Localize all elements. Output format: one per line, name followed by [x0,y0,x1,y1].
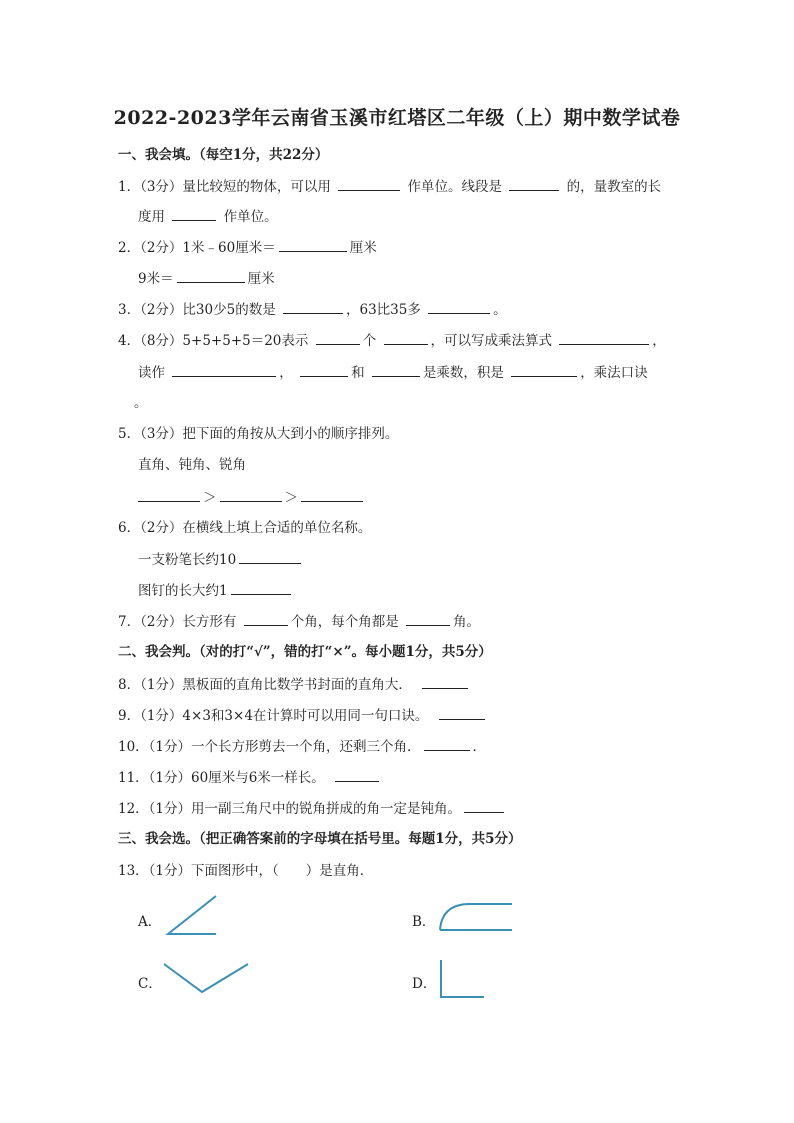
question-7 [118,611,480,632]
question-2-line-1 [118,237,377,258]
q3-blank-1[interactable] [283,299,343,314]
question-4-line-3 [134,393,148,413]
question-5-answer-line [138,487,366,508]
q5-gt-1: ＞ [203,490,217,506]
q4-blank-6[interactable] [372,362,420,377]
q2-text-c: 9米＝ [138,271,174,287]
question-6-item-1 [138,549,304,570]
q10-blank[interactable] [424,736,470,751]
q1-text-c: 的，量教室的长 [566,179,662,195]
q6-text-c: 图钉的长大约1 [138,583,228,599]
q2-blank-2[interactable] [177,268,245,283]
question-11 [118,767,382,788]
q7-text-c: 角。 [453,614,481,630]
question-1-line-1 [118,176,661,197]
q1-text-e: 作单位。 [223,209,278,225]
q11-text: 11．（1分）60厘米与6米一样长。 [118,770,325,786]
section-2-heading: 二、我会判。（对的打“√”，错的打“×”。每小题1分，共5分） [118,644,492,660]
q11-blank[interactable] [335,767,379,782]
q2-blank-1[interactable] [279,237,347,252]
q4-text-d: ， [652,333,666,349]
q8-text: 8．（1分）黑板面的直角比数学书封面的直角大． [118,677,412,693]
q4-blank-5[interactable] [300,362,348,377]
q4-text-a: 4．（8分）5+5+5+5＝20表示 [118,333,309,349]
q4-blank-1[interactable] [316,330,360,345]
q5-blank-2[interactable] [220,487,282,502]
q6-blank-2[interactable] [231,580,291,595]
q7-text-a: 7．（2分）长方形有 [118,614,237,630]
question-10 [118,736,486,757]
question-13-stem: 13．（1分）下面图形中，（ ）是直角． [118,863,374,879]
q5-blank-1[interactable] [138,487,200,502]
q1-blank-1[interactable] [338,176,400,191]
q7-blank-2[interactable] [406,611,450,626]
q4-blank-7[interactable] [511,362,577,377]
q7-blank-1[interactable] [244,611,288,626]
q13-option-b-label[interactable]: B． [412,914,436,930]
question-6-item-2 [138,580,294,601]
q5-blank-3[interactable] [301,487,363,502]
q6-blank-1[interactable] [239,549,301,564]
q1-text-d: 度用 [138,209,165,225]
q4-text-e: 读作 [138,365,165,381]
q13-option-b-figure[interactable] [438,900,514,934]
q4-text-h: 是乘数，积是 [422,365,504,381]
q4-text-i: ，乘法口诀 [580,365,648,381]
question-8 [118,674,471,695]
question-6-stem: 6．（2分）在横线上填上合适的单位名称。 [118,520,372,536]
q1-text-a: 1．（3分）量比较短的物体，可以用 [118,179,331,195]
q13-option-d-figure[interactable] [438,958,486,1000]
question-5-stem: 5．（3分）把下面的角按从大到小的顺序排列。 [118,426,399,442]
section-1-heading: 一、我会填。（每空1分，共22分） [118,147,329,163]
q4-text-c: ，可以写成乘法算式 [430,333,552,349]
q1-text-b: 作单位。线段是 [407,179,503,195]
q2-text-b: 厘米 [349,240,377,256]
q2-text-d: 厘米 [247,271,275,287]
q13-option-c-figure[interactable] [162,960,250,996]
q3-text-b: ，63比35多 [346,302,421,318]
q4-text-f: ， [279,365,293,381]
q1-blank-3[interactable] [172,206,216,221]
q9-text: 9．（1分）4×3和3×4在计算时可以用同一句口诀。 [118,708,429,724]
q9-blank[interactable] [439,705,485,720]
section-3-heading: 三、我会选。（把正确答案前的字母填在括号里。每题1分，共5分） [118,831,522,847]
q8-blank[interactable] [422,674,468,689]
q13-option-d-label[interactable]: D． [412,976,437,992]
question-9 [118,705,488,726]
q12-blank[interactable] [464,798,504,813]
q4-blank-3[interactable] [559,330,649,345]
q4-text-b: 个 [362,333,377,349]
q4-text-j: 。 [134,395,148,411]
q3-text-c: 。 [493,302,507,318]
q13-option-a-label[interactable]: A． [138,914,162,930]
q7-text-b: 个角，每个角都是 [290,614,399,630]
question-12 [118,798,507,819]
q3-text-a: 3．（2分）比30少5的数是 [118,302,276,318]
q4-text-g: 和 [351,365,365,381]
question-5-items: 直角、钝角、锐角 [138,457,246,473]
question-3 [118,299,507,320]
q4-blank-2[interactable] [384,330,428,345]
q4-blank-4[interactable] [172,362,276,377]
question-4-line-1 [118,330,666,351]
question-1-line-2 [138,206,278,227]
q6-text-b: 一支粉笔长约10 [138,552,237,568]
q12-text: 12．（1分）用一副三角尺中的锐角拼成的角一定是钝角。 [118,801,462,817]
q5-gt-2: ＞ [284,490,298,506]
q2-text-a: 2．（2分）1米﹣60厘米＝ [118,240,276,256]
question-4-line-2 [138,362,648,383]
q1-blank-2[interactable] [509,176,559,191]
q13-option-c-label[interactable]: C． [138,976,162,992]
question-2-line-2 [138,268,275,289]
q10-end: ． [472,739,487,755]
q13-option-a-figure[interactable] [164,894,220,938]
exam-title: 2022-2023学年云南省玉溪市红塔区二年级（上）期中数学试卷 [113,107,681,129]
q10-text: 10．（1分）一个长方形剪去一个角，还剩三个角． [118,739,421,755]
q3-blank-2[interactable] [428,299,490,314]
